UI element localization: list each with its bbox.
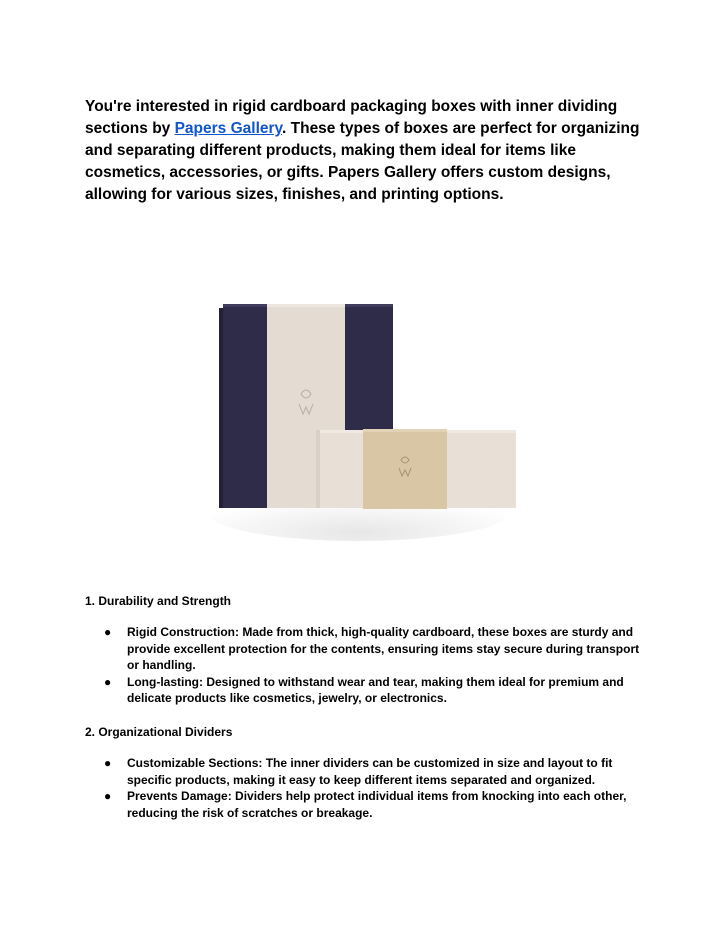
- durability-list: [85, 624, 645, 707]
- product-photo: [183, 248, 536, 578]
- section-title-durability: 1. Durability and Strength: [85, 594, 232, 608]
- list-item: [85, 674, 645, 707]
- small-box: [316, 429, 516, 509]
- list-item: [85, 624, 645, 674]
- packaging-boxes-illustration: [183, 248, 536, 578]
- bullet-icon: ●: [104, 789, 112, 803]
- bullet-icon: ●: [104, 625, 112, 639]
- intro-paragraph: [85, 96, 645, 206]
- list-item-text: Prevents Damage: Dividers help protect individual items from knocking into each other, reducing the risk of scratches or breakage.: [127, 789, 627, 820]
- list-item-text: Long-lasting: Designed to withstand wear and tear, making them ideal for premium and delicate products like cosmetics, jewelry, or electronics.: [127, 674, 624, 705]
- papers-gallery-link[interactable]: Papers Gallery: [174, 120, 283, 137]
- list-item-text: Customizable Sections: The inner dividers can be customized in size and layout to fit specific products, making it easy to keep different items separated and organized.: [127, 756, 613, 787]
- list-item-text: Rigid Construction: Made from thick, high-quality cardboard, these boxes are sturdy and provide excellent protection for the contents, ensuring items stay secure during transport or handling.: [127, 625, 640, 672]
- intro-text-start: You're interested in rigid cardboard packaging boxes with inner dividing sections by: [85, 98, 618, 137]
- bullet-icon: ●: [104, 674, 112, 689]
- list-item: [85, 755, 645, 788]
- bullet-icon: ●: [104, 756, 112, 770]
- list-item: [85, 788, 645, 821]
- intro-text-end: . These types of boxes are perfect for organizing and separating different products, making them ideal for items like cosmetics, accessories, or gifts. Papers Gallery offers custom designs, allowing for various sizes, finishes, and printing options.: [85, 120, 640, 203]
- dividers-list: [85, 755, 645, 821]
- section-title-dividers: 2. Organizational Dividers: [85, 725, 233, 739]
